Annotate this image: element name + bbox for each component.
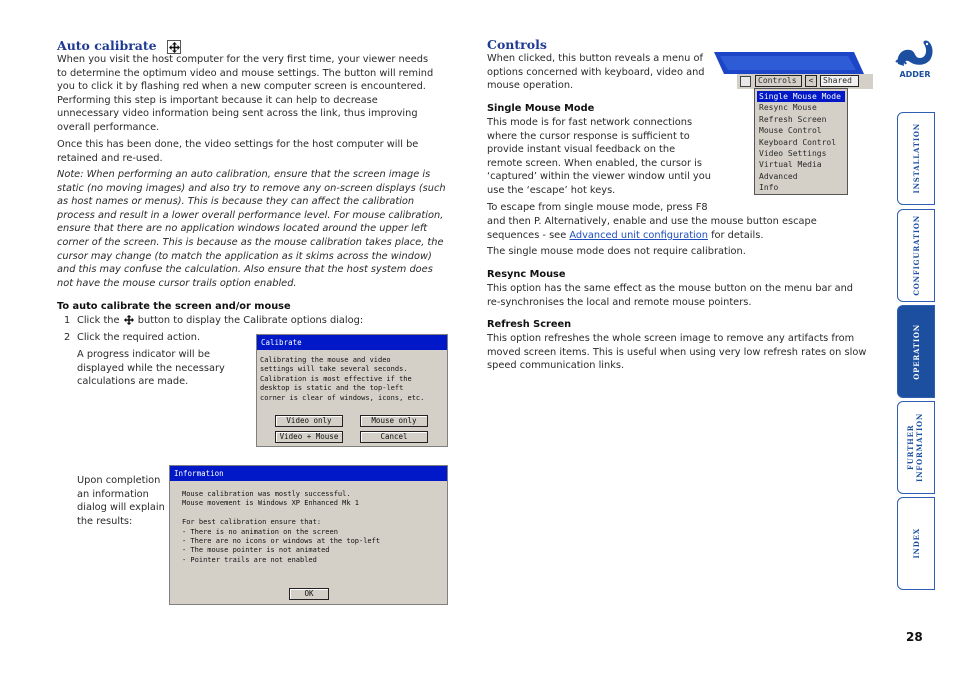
shared-button[interactable]: Shared bbox=[820, 75, 859, 87]
calibrate-dialog-title: Calibrate bbox=[257, 335, 447, 350]
step-2-text: Click the required action. bbox=[77, 332, 201, 343]
tab-configuration[interactable] bbox=[897, 209, 935, 302]
calibrate-dialog-text: Calibrating the mouse and video settings will take several seconds. Calibration is most effective if the desktop is static and the top-left corner is clear of windows, icons, etc. bbox=[260, 356, 425, 402]
controls-dropdown-menu bbox=[754, 88, 848, 195]
information-dialog-title: Information bbox=[170, 466, 447, 481]
progress-indicator-text: A progress indicator will be displayed while the necessary calculations are made. bbox=[77, 349, 225, 388]
menu-item-video-settings[interactable]: Video Settings bbox=[759, 149, 827, 159]
video-mouse-button[interactable]: Video + Mouse bbox=[275, 431, 343, 443]
menu-item-resync-mouse[interactable]: Resync Mouse bbox=[759, 103, 817, 113]
tab-operation-label: OPERATION bbox=[911, 323, 921, 380]
serpent-logo-icon bbox=[892, 38, 938, 68]
step-2-number: 2 bbox=[64, 332, 71, 343]
toolbar-icon bbox=[740, 76, 751, 87]
single-mouse-mode-heading: Single Mouse Mode bbox=[487, 103, 595, 114]
controls-menubar bbox=[737, 74, 873, 89]
ok-button[interactable]: OK bbox=[289, 588, 329, 600]
escape-text-line1: To escape from single mouse mode, press F8 bbox=[487, 202, 708, 213]
calibrate-inline-icon bbox=[123, 314, 135, 326]
mouse-only-button[interactable]: Mouse only bbox=[360, 415, 428, 427]
auto-calibrate-heading: Auto calibrate bbox=[57, 38, 181, 54]
step-1-number: 1 bbox=[64, 315, 71, 326]
escape-text: and then P. Alternatively, enable and use the mouse button escape sequences - see Advanced unit configuration for details. bbox=[487, 216, 817, 241]
settings-retained-text: Once this has been done, the video settings for the host computer will be retained and re-used. bbox=[57, 139, 419, 164]
calibrate-dialog bbox=[256, 334, 448, 447]
refresh-screen-heading: Refresh Screen bbox=[487, 319, 572, 330]
menu-item-info[interactable]: Info bbox=[759, 183, 779, 193]
tab-configuration-label: CONFIGURATION bbox=[911, 215, 921, 296]
calibrate-icon bbox=[167, 40, 181, 54]
refresh-screen-text: This option refreshes the whole screen image to remove any artifacts from moved screen items. This is useful when using very low refresh rates on slow speed communication links. bbox=[487, 333, 867, 372]
brand-text: ADDER bbox=[899, 70, 931, 79]
controls-menu-button[interactable]: Controls bbox=[755, 75, 802, 87]
calibration-note: Note: When performing an auto calibration, ensure that the screen image is static (no moving images) and also try to remove any on-screen displays (such as host names or menus). This is because they can affect the calibration process and result in a lower overall performance level. For mouse calibration, ensure that there are no application windows located around the upper left corner of the screen. This is because as the mouse calibration takes place, the cursor may change (to match the application as it skims across the window) and this may confuse the calculation. Also ensure that the host system does not have the mouse cursor trails option enabled. bbox=[57, 169, 446, 289]
menu-item-mouse-control[interactable]: Mouse Control bbox=[759, 126, 822, 136]
cancel-button[interactable]: Cancel bbox=[360, 431, 428, 443]
page-number: 28 bbox=[906, 630, 923, 644]
completion-text: Upon completion an information dialog will explain the results: bbox=[77, 475, 165, 527]
resync-mouse-text: This option has the same effect as the mouse button on the menu bar and re-synchronises the local and remote mouse pointers. bbox=[487, 283, 854, 308]
controls-intro: When clicked, this button reveals a menu of options concerned with keyboard, video and mouse operation. bbox=[487, 53, 705, 92]
menu-item-advanced[interactable]: Advanced bbox=[759, 171, 798, 181]
tab-installation[interactable] bbox=[897, 112, 935, 205]
information-dialog bbox=[169, 465, 448, 605]
tab-installation-label: INSTALLATION bbox=[911, 123, 921, 194]
tab-index[interactable] bbox=[897, 497, 935, 590]
tab-index-label: INDEX bbox=[911, 528, 921, 559]
no-calibration-text: The single mouse mode does not require calibration. bbox=[487, 246, 746, 257]
step-1-text: Click the button to display the Calibrate options dialog: bbox=[77, 315, 364, 326]
tab-operation[interactable] bbox=[897, 305, 935, 398]
controls-heading: Controls bbox=[487, 37, 547, 52]
tab-further-information[interactable] bbox=[897, 401, 935, 494]
resync-mouse-heading: Resync Mouse bbox=[487, 269, 566, 280]
adder-logo bbox=[892, 38, 938, 78]
menu-item-keyboard-control[interactable]: Keyboard Control bbox=[759, 137, 837, 147]
menu-item-single-mouse-mode[interactable]: Single Mouse Mode bbox=[757, 91, 845, 102]
menu-item-refresh-screen[interactable]: Refresh Screen bbox=[759, 114, 827, 124]
information-dialog-text: Mouse calibration was mostly successful. Mouse movement is Windows XP Enhanced Mk 1 For best calibration ensure that: - There is no animation on the screen - There are no icons or windows at the top-left - The mouse pointer is not animated - Pointer trails are not enabled bbox=[182, 490, 381, 564]
advanced-config-link[interactable]: Advanced unit configuration bbox=[569, 229, 708, 241]
single-mouse-mode-text: This mode is for fast network connections where the cursor response is sufficient to provide instant visual feedback on the remote screen. When enabled, the cursor is ‘captured’ within the viewer window until you use the ‘escape’ hot keys. bbox=[487, 117, 711, 196]
auto-calibrate-intro: When you visit the host computer for the very first time, your viewer needs to determine the optimum video and mouse settings. The button will remind you to click it by flashing red when a new computer screen is encountered. Performing this step is important because it can help to decrease unnecessary video information being sent across the link, thus improving overall performance. bbox=[57, 54, 434, 133]
procedure-heading: To auto calibrate the screen and/or mouse bbox=[57, 301, 291, 312]
arrow-left-icon[interactable]: < bbox=[805, 75, 817, 87]
video-only-button[interactable]: Video only bbox=[275, 415, 343, 427]
menu-item-virtual-media[interactable]: Virtual Media bbox=[759, 160, 822, 170]
tab-further-information-label: FURTHER INFORMATION bbox=[906, 412, 924, 483]
